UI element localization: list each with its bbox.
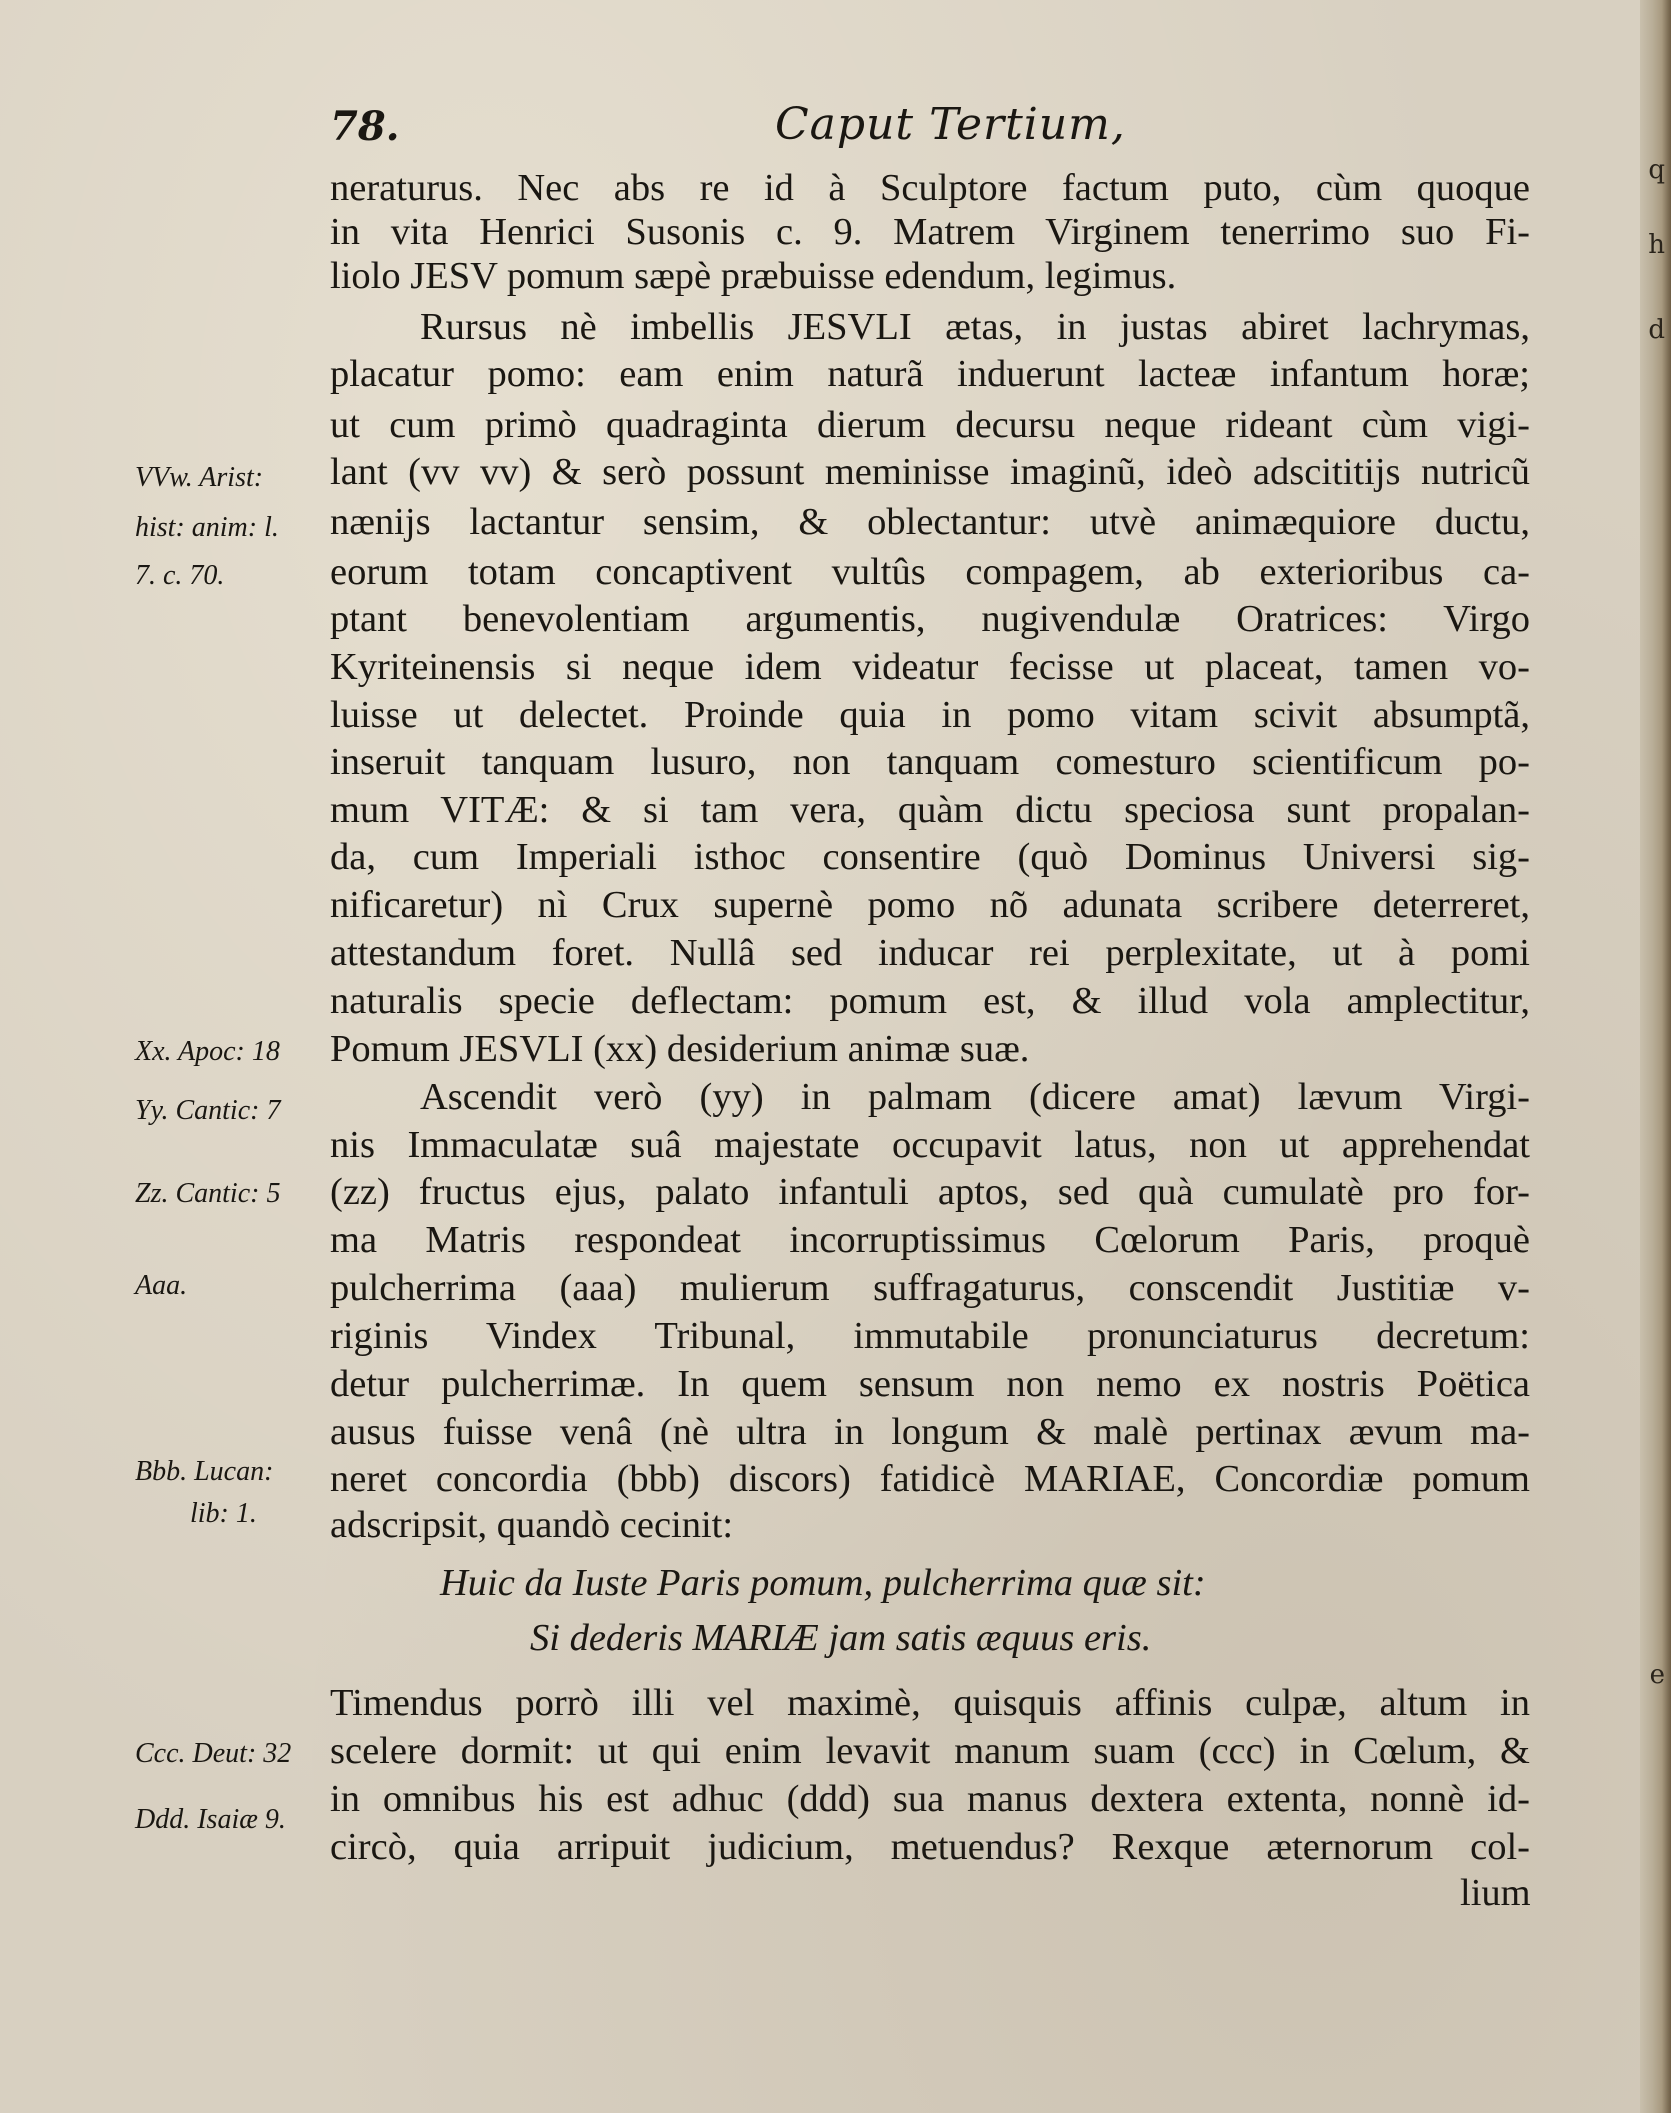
text-line: ptant benevolentiam argumentis, nugivendulæ Oratrices: Virgo (330, 598, 1530, 640)
binding-mark: q (1648, 155, 1665, 185)
text-line: ma Matris respondeat incorruptissimus Cœlorum Paris, proquè (330, 1219, 1530, 1261)
verse-line: Si dederis MARIÆ jam satis æquus eris. (530, 1617, 1152, 1659)
binding-mark: h (1648, 230, 1665, 260)
text-line: inseruit tanquam lusuro, non tanquam comesturo scientificum po- (330, 741, 1530, 783)
text-line: riginis Vindex Tribunal, immutabile pronunciaturus decretum: (330, 1315, 1530, 1357)
text-line: pulcherrima (aaa) mulierum suffragaturus, conscendit Justitiæ v- (330, 1267, 1530, 1309)
text-line: eorum totam concaptivent vultûs compagem, ab exterioribus ca- (330, 551, 1530, 593)
page-header (0, 95, 1640, 155)
margin-note: Aaa. (135, 1270, 188, 1301)
text-line: placatur pomo: eam enim naturã induerunt lacteæ infantum horæ; (330, 353, 1530, 395)
text-line: liolo JESV pomum sæpè præbuisse edendum, legimus. (330, 255, 1177, 297)
margin-note: Yy. Cantic: 7 (135, 1095, 281, 1126)
text-line: adscripsit, quandò cecinit: (330, 1504, 734, 1546)
margin-note: Ccc. Deut: 32 (135, 1738, 292, 1769)
text-line: Kyriteinensis si neque idem videatur fecisse ut placeat, tamen vo- (330, 646, 1530, 688)
margin-note: Zz. Cantic: 5 (135, 1178, 281, 1209)
book-binding-edge (1640, 0, 1671, 2113)
margin-note: Xx. Apoc: 18 (135, 1036, 280, 1067)
text-line: Timendus porrò illi vel maximè, quisquis affinis culpæ, altum in (330, 1682, 1530, 1724)
margin-note: VVw. Arist: (135, 462, 264, 493)
text-line: circò, quia arripuit judicium, metuendus? Rexque æternorum col- (330, 1826, 1530, 1868)
text-line: detur pulcherrimæ. In quem sensum non nemo ex nostris Poëtica (330, 1363, 1530, 1405)
page-number: 78. (330, 103, 400, 150)
text-line: Pomum JESVLI (xx) desiderium animæ suæ. (330, 1028, 1030, 1070)
margin-note: lib: 1. (190, 1498, 257, 1529)
margin-note: 7. c. 70. (135, 560, 225, 591)
catchword: lium (1460, 1872, 1531, 1914)
margin-note: hist: anim: l. (135, 512, 279, 543)
text-line: da, cum Imperiali isthoc consentire (quò Dominus Universi sig- (330, 836, 1530, 878)
text-line: luisse ut delectet. Proinde quia in pomo vitam scivit absumptã, (330, 694, 1530, 736)
text-line: nificaretur) nì Crux supernè pomo nõ adunata scribere deterreret, (330, 884, 1530, 926)
text-line: in omnibus his est adhuc (ddd) sua manus dextera extenta, nonnè id- (330, 1778, 1530, 1820)
text-line: ausus fuisse venâ (nè ultra in longum & malè pertinax ævum ma- (330, 1411, 1530, 1453)
text-line: Ascendit verò (yy) in palmam (dicere amat) lævum Virgi- (420, 1076, 1530, 1118)
text-line: nænijs lactantur sensim, & oblectantur: utvè animæquiore ductu, (330, 501, 1530, 543)
binding-mark: d (1648, 315, 1665, 345)
text-line: Rursus nè imbellis JESVLI ætas, in justas abiret lachrymas, (420, 306, 1530, 348)
text-line: (zz) fructus ejus, palato infantuli aptos, sed quà cumulatè pro for- (330, 1171, 1530, 1213)
text-line: ut cum primò quadraginta dierum decursu neque rideant cùm vigi- (330, 404, 1530, 446)
margin-note: Bbb. Lucan: (135, 1456, 274, 1487)
text-line: nis Immaculatæ suâ majestate occupavit latus, non ut apprehendat (330, 1124, 1530, 1166)
text-line: naturalis specie deflectam: pomum est, & illud vola amplectitur, (330, 980, 1530, 1022)
text-line: neret concordia (bbb) discors) fatidicè MARIAE, Concordiæ pomum (330, 1458, 1530, 1500)
running-head: Caput Tertium, (775, 99, 1126, 150)
text-line: scelere dormit: ut qui enim levavit manum suam (ccc) in Cœlum, & (330, 1730, 1530, 1772)
text-line: in vita Henrici Susonis c. 9. Matrem Virginem tenerrimo suo Fi- (330, 211, 1530, 253)
text-line: lant (vv vv) & serò possunt meminisse imaginũ, ideò adscititijs nutricũ (330, 451, 1530, 493)
text-line: neraturus. Nec abs re id à Sculptore factum puto, cùm quoque (330, 167, 1530, 209)
text-line: attestandum foret. Nullâ sed inducar rei perplexitate, ut à pomi (330, 932, 1530, 974)
binding-mark: e (1649, 1660, 1665, 1690)
margin-note: Ddd. Isaiæ 9. (135, 1804, 286, 1835)
text-line: mum VITÆ: & si tam vera, quàm dictu speciosa sunt propalan- (330, 789, 1530, 831)
verse-line: Huic da Iuste Paris pomum, pulcherrima quæ sit: (440, 1562, 1206, 1604)
